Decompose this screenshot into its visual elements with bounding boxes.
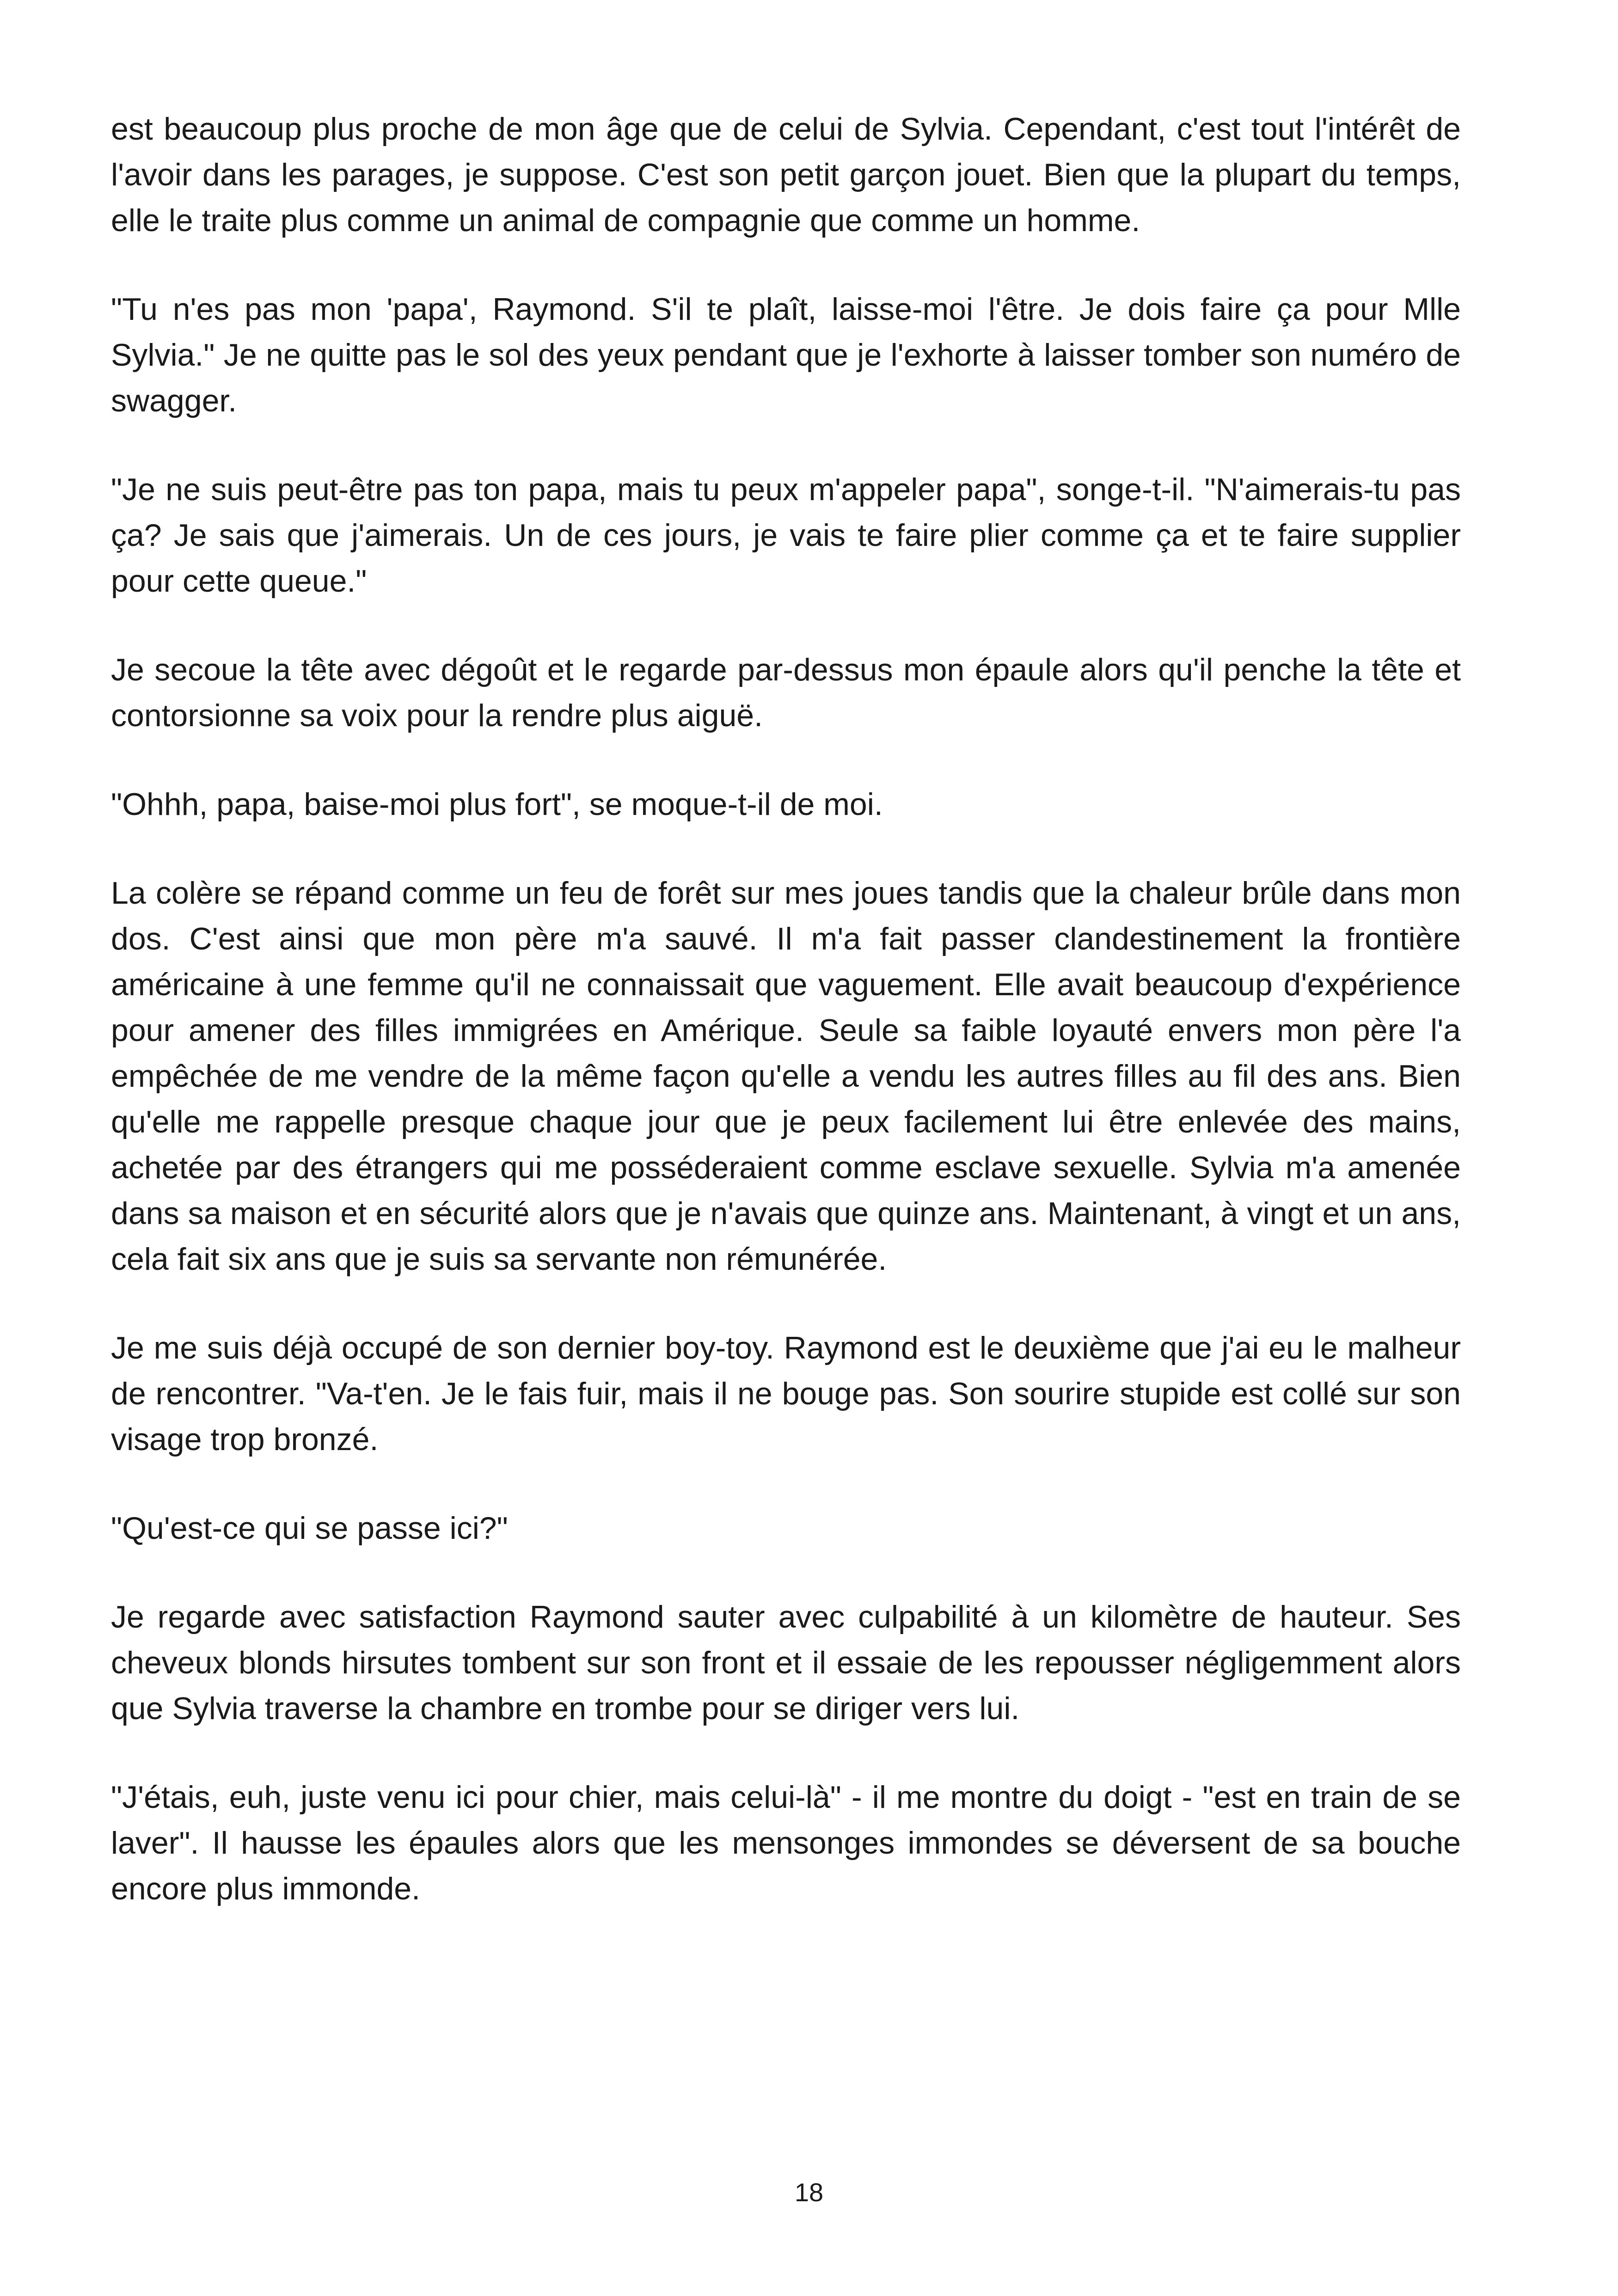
- body-text: [111, 106, 1461, 1955]
- paragraph: Je secoue la tête avec dégoût et le regarde par-dessus mon épaule alors qu'il penche la tête et contorsionne sa voix pour la rendre plus aiguë.: [111, 652, 1461, 733]
- paragraph: La colère se répand comme un feu de forêt sur mes joues tandis que la chaleur brûle dans mon dos. C'est ainsi que mon père m'a sauvé. Il m'a fait passer clandestinement la frontière américaine à une femme qu'il ne connaissait que vaguement. Elle avait beaucoup d'expérience pour amener des filles immigrées en Amérique. Seule sa faible loyauté envers mon père l'a empêchée de me vendre de la même façon qu'elle a vendu les autres filles au fil des ans. Bien qu'elle me rappelle presque chaque jour que je peux facilement lui être enlevée des mains, achetée par des étrangers qui me posséderaient comme esclave sexuelle. Sylvia m'a amenée dans sa maison et en sécurité alors que je n'avais que quinze ans. Maintenant, à vingt et un ans, cela fait six ans que je suis sa servante non rémunérée.: [111, 876, 1461, 1277]
- paragraph: "Je ne suis peut-être pas ton papa, mais tu peux m'appeler papa", songe-t-il. "N'aimerais-tu pas ça? Je sais que j'aimerais. Un de ces jours, je vais te faire plier comme ça et te faire supplier pour cette queue.": [111, 472, 1461, 599]
- paragraph: "J'étais, euh, juste venu ici pour chier, mais celui-là" - il me montre du doigt - "est en train de se laver". Il hausse les épaules alors que les mensonges immondes se déversent de sa bouche encore plus immonde.: [111, 1780, 1461, 1906]
- paragraph: est beaucoup plus proche de mon âge que de celui de Sylvia. Cependant, c'est tout l'intérêt de l'avoir dans les parages, je suppose. C'est son petit garçon jouet. Bien que la plupart du temps, elle le traite plus comme un animal de compagnie que comme un homme.: [111, 111, 1461, 238]
- paragraph: "Ohhh, papa, baise-moi plus fort", se moque-t-il de moi.: [111, 787, 883, 822]
- paragraph: Je me suis déjà occupé de son dernier boy-toy. Raymond est le deuxième que j'ai eu le malheur de rencontrer. "Va-t'en. Je le fais fuir, mais il ne bouge pas. Son sourire stupide est collé sur son visage trop bronzé.: [111, 1330, 1461, 1457]
- page-number: 18: [794, 2178, 824, 2207]
- paragraph: "Qu'est-ce qui se passe ici?": [111, 1511, 508, 1546]
- paragraph: "Tu n'es pas mon 'papa', Raymond. S'il te plaît, laisse-moi l'être. Je dois faire ça pour Mlle Sylvia." Je ne quitte pas le sol des yeux pendant que je l'exhorte à laisser tomber son numéro de swagger.: [111, 292, 1461, 418]
- paragraph: Je regarde avec satisfaction Raymond sauter avec culpabilité à un kilomètre de hauteur. Ses cheveux blonds hirsutes tombent sur son front et il essaie de les repousser négligemment alors que Sylvia traverse la chambre en trombe pour se diriger vers lui.: [111, 1599, 1461, 1726]
